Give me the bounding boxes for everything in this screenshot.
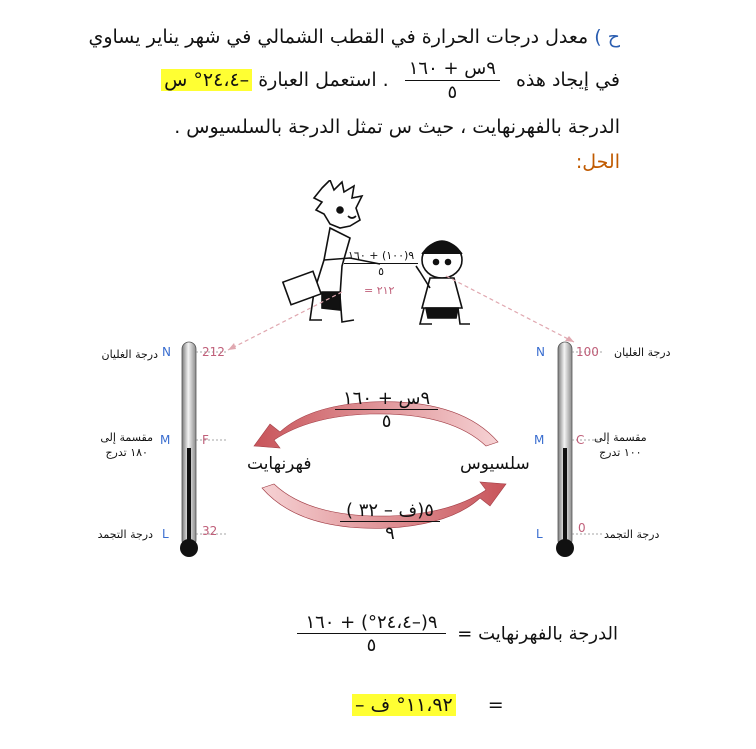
left-div-label-1: مقسمة إلى (100, 431, 153, 444)
left-div-label (100, 430, 153, 460)
left-tick-bot: 32 (202, 524, 218, 538)
equation-lhs: الدرجة بالفهرنهايت = (457, 623, 618, 645)
final-equation (297, 612, 618, 656)
problem-label: ح ) (594, 26, 620, 48)
result-value-highlight: – ١١،٩٢° ف (352, 694, 456, 716)
solution-label: الحل: (575, 151, 620, 173)
equation-numerator: ٩(–٢٤،٤°) + ١٦٠ (297, 612, 445, 634)
celsius-word: سلسيوس (460, 454, 530, 474)
left-div-label-2: ١٨٠ تدرج (105, 446, 148, 459)
problem-line-2-mid: . استعمل العبارة (258, 69, 389, 91)
problem-line-2-pre: في إيجاد هذه (515, 69, 620, 91)
fahrenheit-word: فهرنهايت (247, 454, 312, 474)
right-tick-bot: 0 (578, 521, 586, 535)
cartoon-numerator: ٩(١٠٠) + ١٦٠ (344, 249, 418, 264)
expression-denominator: ٥ (447, 82, 458, 103)
problem-line-3-text: الدرجة بالفهرنهايت ، حيث س تمثل الدرجة بالسلسيوس . (174, 116, 620, 138)
left-tick-m: M (160, 433, 171, 447)
bottom-formula-fraction (340, 500, 440, 544)
temperature-value-highlight: –٢٤،٤° س (161, 69, 252, 91)
equation-fraction (297, 612, 445, 656)
equation-denominator: ٥ (366, 635, 377, 656)
right-div-label (594, 430, 647, 460)
right-tick-l: L (536, 527, 543, 541)
left-boil-label: درجة الغليان (101, 348, 158, 361)
cartoon-result: = ٢١٢ (364, 284, 395, 297)
left-freeze-label: درجة التجمد (97, 528, 153, 541)
left-tick-n: N (162, 345, 171, 359)
result-equals: = (487, 694, 504, 716)
right-tick-m: M (534, 433, 545, 447)
right-tick-top: 100 (576, 345, 599, 359)
bottom-formula-numerator: ٥(ف – ٣٢ ) (340, 500, 440, 522)
right-tick-mid: C (576, 433, 585, 447)
bottom-formula (340, 500, 440, 544)
right-boil-label: درجة الغليان (614, 346, 671, 359)
expression-numerator: ٩س + ١٦٠ (405, 58, 500, 81)
top-formula-fraction (335, 388, 438, 432)
right-div-label-2: ١٠٠ تدرج (599, 446, 642, 459)
problem-line-1-text: معدل درجات الحرارة في القطب الشمالي في شهر يناير يساوي (88, 26, 589, 48)
left-tick-top: 212 (202, 345, 225, 359)
right-tick-n: N (536, 345, 545, 359)
top-formula-numerator: ٩س + ١٦٠ (335, 388, 438, 410)
top-formula (335, 388, 438, 432)
result-line (352, 694, 504, 716)
bottom-formula-denominator: ٩ (385, 523, 395, 544)
top-formula-denominator: ٥ (381, 411, 392, 432)
fahrenheit-thermometer (170, 338, 230, 568)
right-div-label-1: مقسمة إلى (594, 431, 647, 444)
right-freeze-label: درجة التجمد (604, 528, 660, 541)
left-tick-mid: F (202, 433, 209, 447)
left-tick-l: L (162, 527, 169, 541)
cartoon-denominator: ٥ (378, 265, 385, 278)
